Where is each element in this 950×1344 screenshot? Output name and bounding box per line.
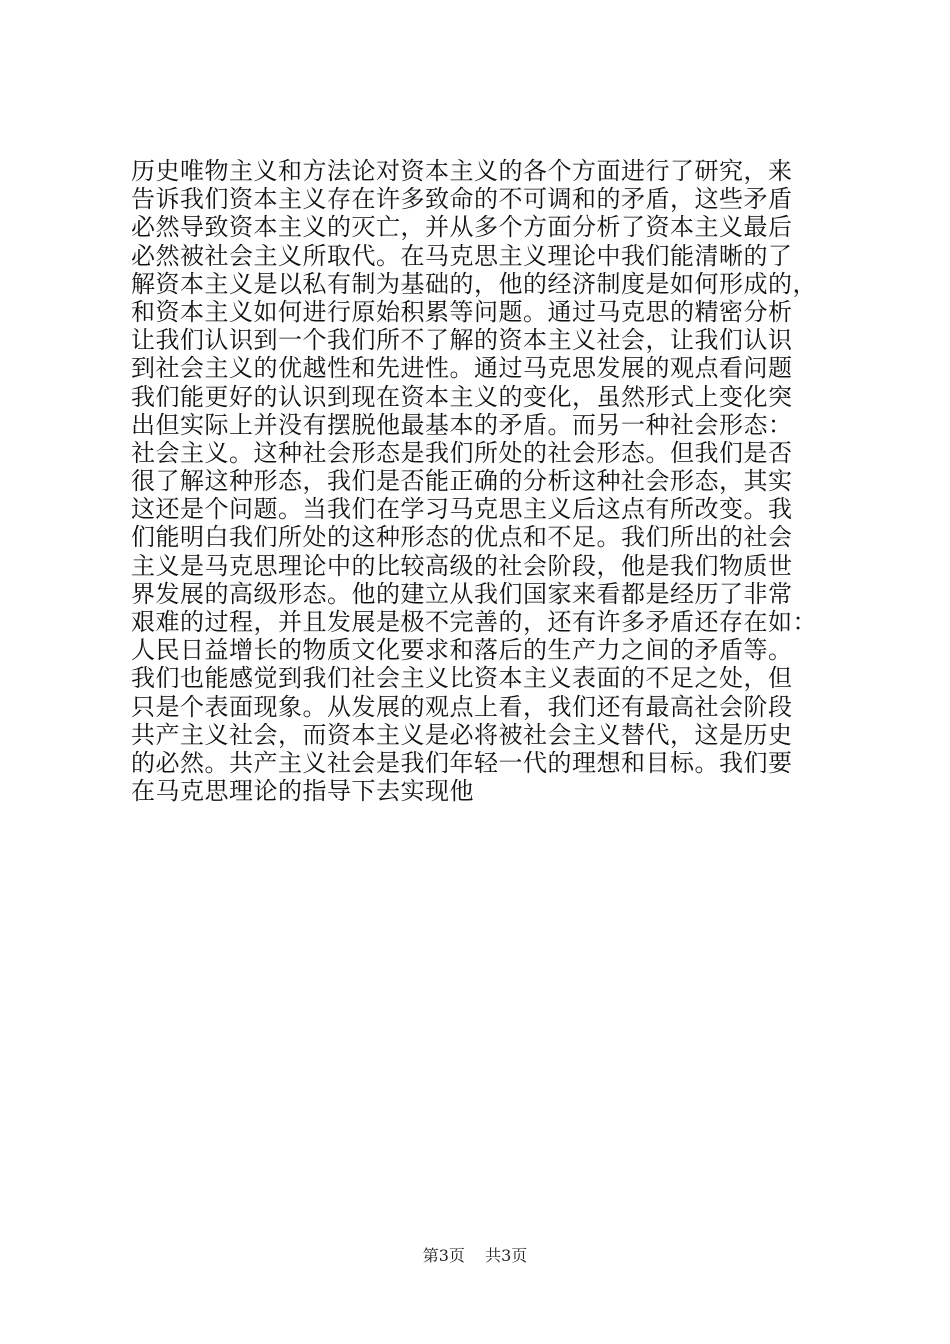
text-line: 我们也能感觉到我们社会主义比资本主义表面的不足之处，但: [131, 664, 793, 693]
text-line: 的必然。共产主义社会是我们年轻一代的理想和目标。我们要: [131, 748, 793, 777]
text-line: 只是个表面现象。从发展的观点上看，我们还有最高社会阶段: [131, 692, 793, 721]
text-line: 我们能更好的认识到现在资本主义的变化，虽然形式上变化突: [131, 382, 793, 411]
text-line: 艰难的过程，并且发展是极不完善的，还有许多矛盾还存在如：: [131, 608, 817, 636]
document-body: [131, 157, 851, 805]
text-line: 们能明白我们所处的这种形态的优点和不足。我们所出的社会: [131, 523, 793, 552]
text-line: 让我们认识到一个我们所不了解的资本主义社会，让我们认识: [131, 326, 793, 355]
text-line: 和资本主义如何进行原始积累等问题。通过马克思的精密分析: [131, 297, 793, 326]
text-line: 主义是马克思理论中的比较高级的社会阶段，他是我们物质世: [131, 551, 793, 580]
page-footer: [0, 1246, 950, 1266]
text-line: 很了解这种形态，我们是否能正确的分析这种社会形态，其实: [131, 467, 793, 496]
text-line: 社会主义。这种社会形态是我们所处的社会形态。但我们是否: [131, 438, 793, 467]
text-line: 必然导致资本主义的灭亡，并从多个方面分析了资本主义最后: [131, 213, 793, 242]
text-line: 人民日益增长的物质文化要求和落后的生产力之间的矛盾等。: [131, 636, 793, 665]
page-number-current: 第3页: [422, 1246, 465, 1265]
text-line: 到社会主义的优越性和先进性。通过马克思发展的观点看问题: [131, 354, 793, 383]
page-number-total: 共3页: [485, 1246, 528, 1265]
text-line: 历史唯物主义和方法论对资本主义的各个方面进行了研究，来: [131, 157, 793, 185]
text-line: 在马克思理论的指导下去实现他: [131, 777, 474, 806]
text-line: 界发展的高级形态。他的建立从我们国家来看都是经历了非常: [131, 579, 793, 608]
text-line: 共产主义社会，而资本主义是必将被社会主义替代，这是历史: [131, 720, 793, 749]
text-line: 这还是个问题。当我们在学习马克思主义后这点有所改变。我: [131, 495, 793, 524]
text-line: 告诉我们资本主义存在许多致命的不可调和的矛盾，这些矛盾: [131, 185, 793, 214]
text-line: 出但实际上并没有摆脱他最基本的矛盾。而另一种社会形态：: [131, 410, 793, 439]
text-line: 必然被社会主义所取代。在马克思主义理论中我们能清晰的了: [131, 241, 793, 270]
text-line: 解资本主义是以私有制为基础的，他的经济制度是如何形成的，: [131, 269, 817, 298]
